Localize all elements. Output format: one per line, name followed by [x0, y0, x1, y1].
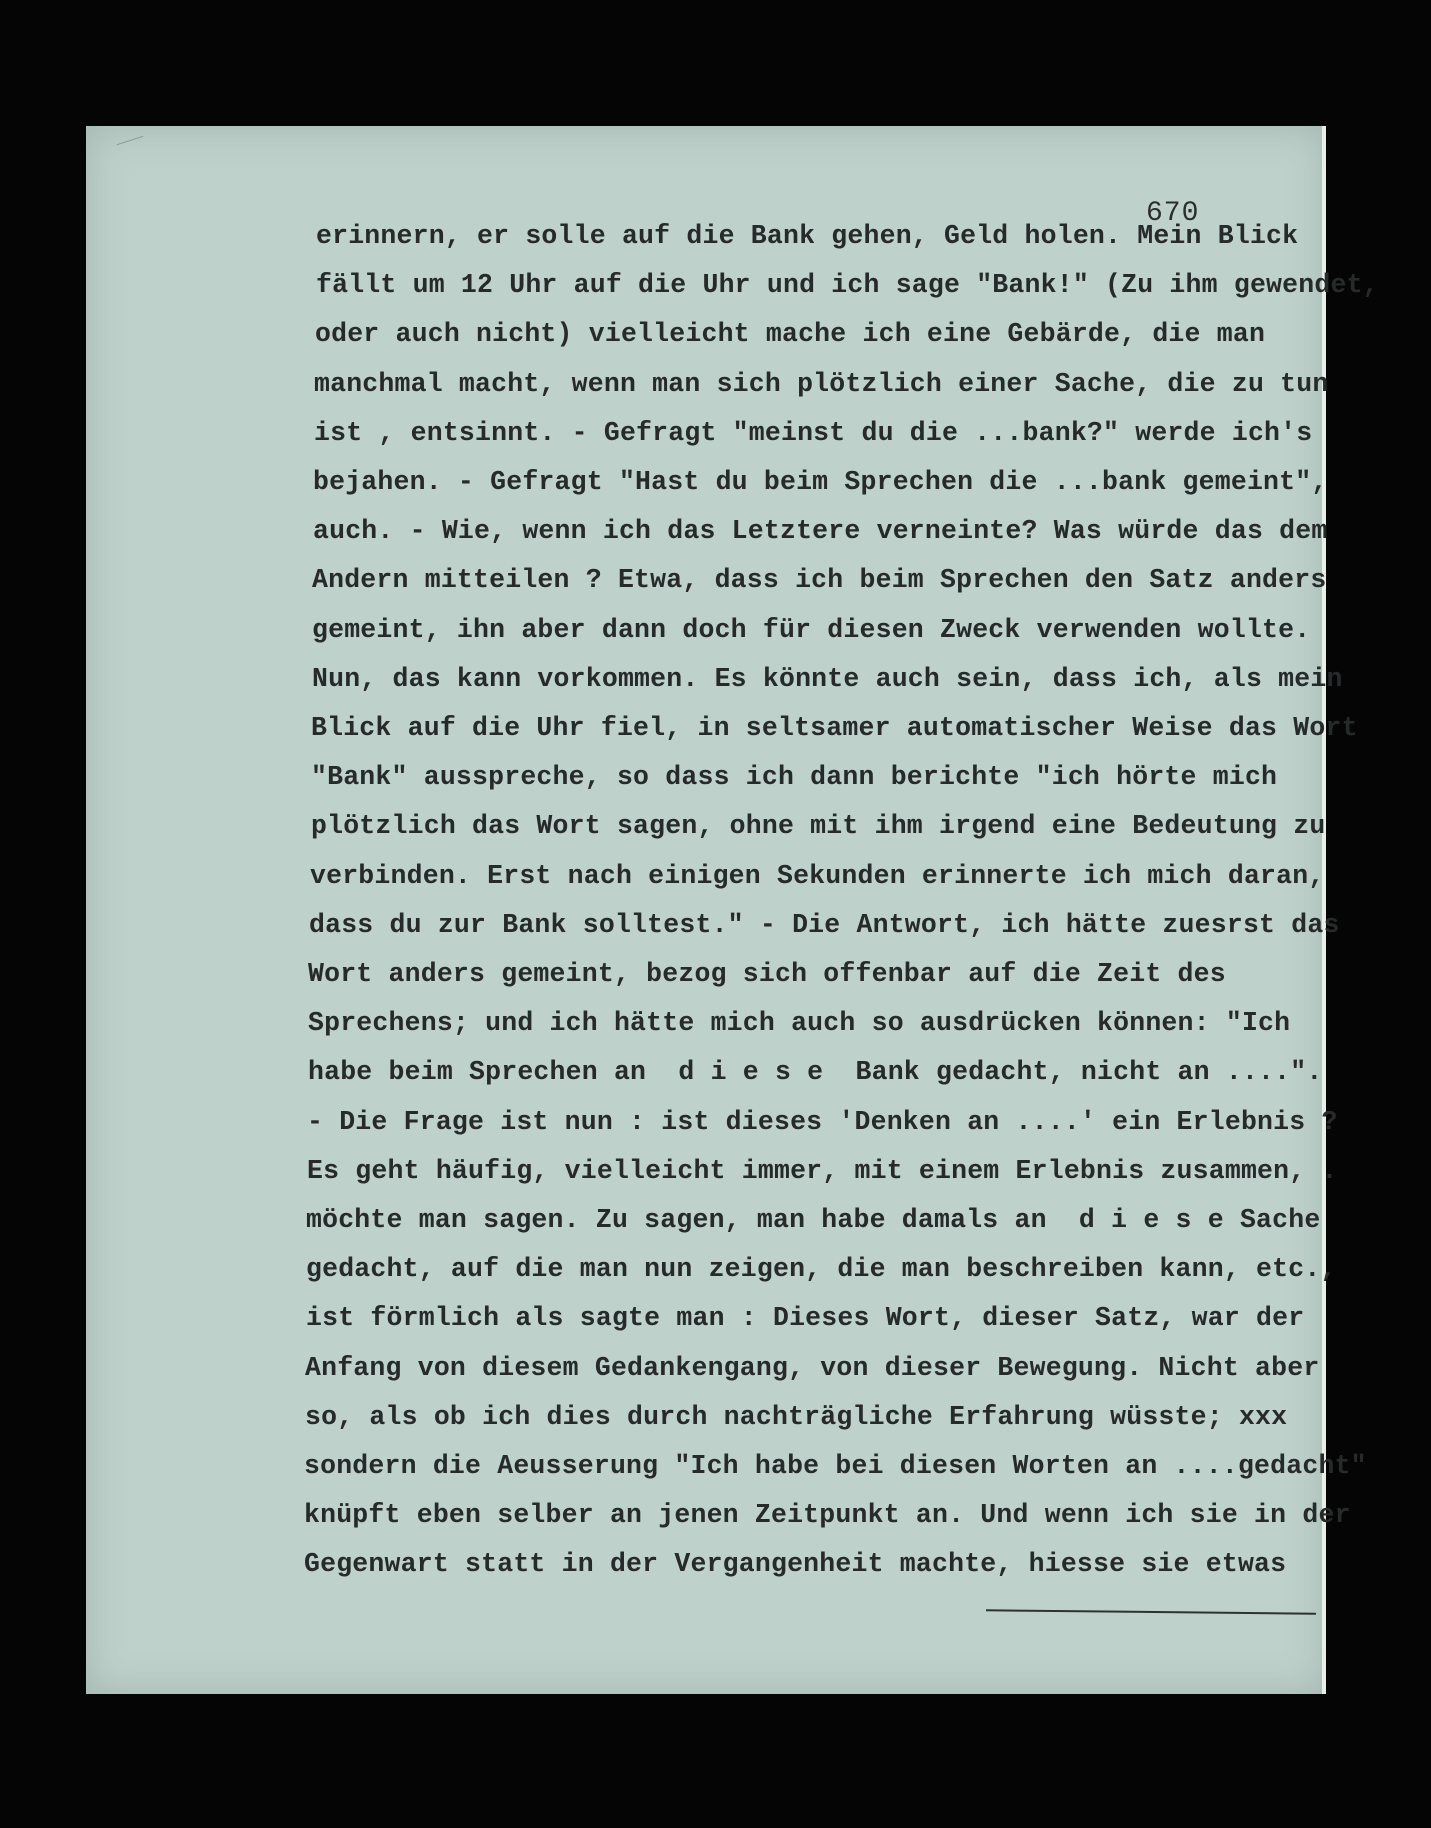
text-line: Es geht häufig, vielleicht immer, mit einem Erlebnis zusammen, . — [307, 1155, 1338, 1186]
text-line: Gegenwart statt in der Vergangenheit machte, hiesse sie etwas — [304, 1549, 1287, 1580]
text-line: Andern mitteilen ? Etwa, dass ich beim Sprechen den Satz anders — [312, 565, 1327, 596]
text-line: möchte man sagen. Zu sagen, man habe damals an d i e s e Sache — [306, 1205, 1321, 1235]
text-line: bejahen. - Gefragt "Hast du beim Sprechen die ...bank gemeint", — [313, 467, 1328, 497]
text-line: Wort anders gemeint, bezog sich offenbar auf die Zeit des — [308, 959, 1226, 989]
text-line: ist , entsinnt. - Gefragt "meinst du die ...bank?" werde ich's — [314, 417, 1313, 448]
text-line: auch. - Wie, wenn ich das Letztere verneinte? Was würde das dem — [313, 516, 1328, 547]
typescript-page — [86, 126, 1379, 1694]
text-line: ist förmlich als sagte man : Dieses Wort, dieser Satz, war der — [306, 1303, 1305, 1334]
text-line: knüpft eben selber an jenen Zeitpunkt an. Und wenn ich sie in der — [304, 1500, 1351, 1531]
text-line: gedacht, auf die man nun zeigen, die man beschreiben kann, etc., — [306, 1254, 1337, 1285]
text-line: - Die Frage ist nun : ist dieses 'Denken an ....' ein Erlebnis ? — [307, 1106, 1338, 1137]
text-line: manchmal macht, wenn man sich plötzlich einer Sache, die zu tun — [314, 368, 1329, 399]
text-line: dass du zur Bank solltest." - Die Antwort, ich hätte zuesrst das — [309, 909, 1340, 940]
text-line: sondern die Aeusserung "Ich habe bei diesen Worten an ....gedacht" — [304, 1451, 1367, 1481]
text-line: plötzlich das Wort sagen, ohne mit ihm irgend eine Bedeutung zu — [311, 811, 1326, 842]
text-line: Nun, das kann vorkommen. Es könnte auch sein, dass ich, als mein — [312, 663, 1343, 694]
text-line: erinnern, er solle auf die Bank gehen, Geld holen. Mein Blick — [316, 221, 1299, 251]
text-line: Sprechens; und ich hätte mich auch so ausdrücken können: "Ich — [308, 1008, 1291, 1039]
page-number: 670 — [1146, 198, 1200, 229]
text-line: fällt um 12 Uhr auf die Uhr und ich sage "Bank!" (Zu ihm gewendet, — [316, 270, 1379, 301]
text-line: gemeint, ihn aber dann doch für diesen Zweck verwenden wollte. — [312, 614, 1311, 645]
text-line: verbinden. Erst nach einigen Sekunden erinnerte ich mich daran, — [310, 860, 1325, 891]
text-line: so, als ob ich dies durch nachträgliche Erfahrung wüsste; xxx — [305, 1401, 1288, 1432]
text-line: oder auch nicht) vielleicht mache ich eine Gebärde, die man — [315, 319, 1266, 350]
text-line: "Bank" ausspreche, so dass ich dann berichte "ich hörte mich — [311, 762, 1278, 793]
typed-text-body — [86, 126, 1379, 1694]
text-line: habe beim Sprechen an d i e s e Bank gedacht, nicht an ....". — [308, 1057, 1323, 1088]
text-line: Anfang von diesem Gedankengang, von dieser Bewegung. Nicht aber — [305, 1352, 1320, 1383]
text-line: Blick auf die Uhr fiel, in seltsamer automatischer Weise das Wort — [311, 713, 1358, 743]
